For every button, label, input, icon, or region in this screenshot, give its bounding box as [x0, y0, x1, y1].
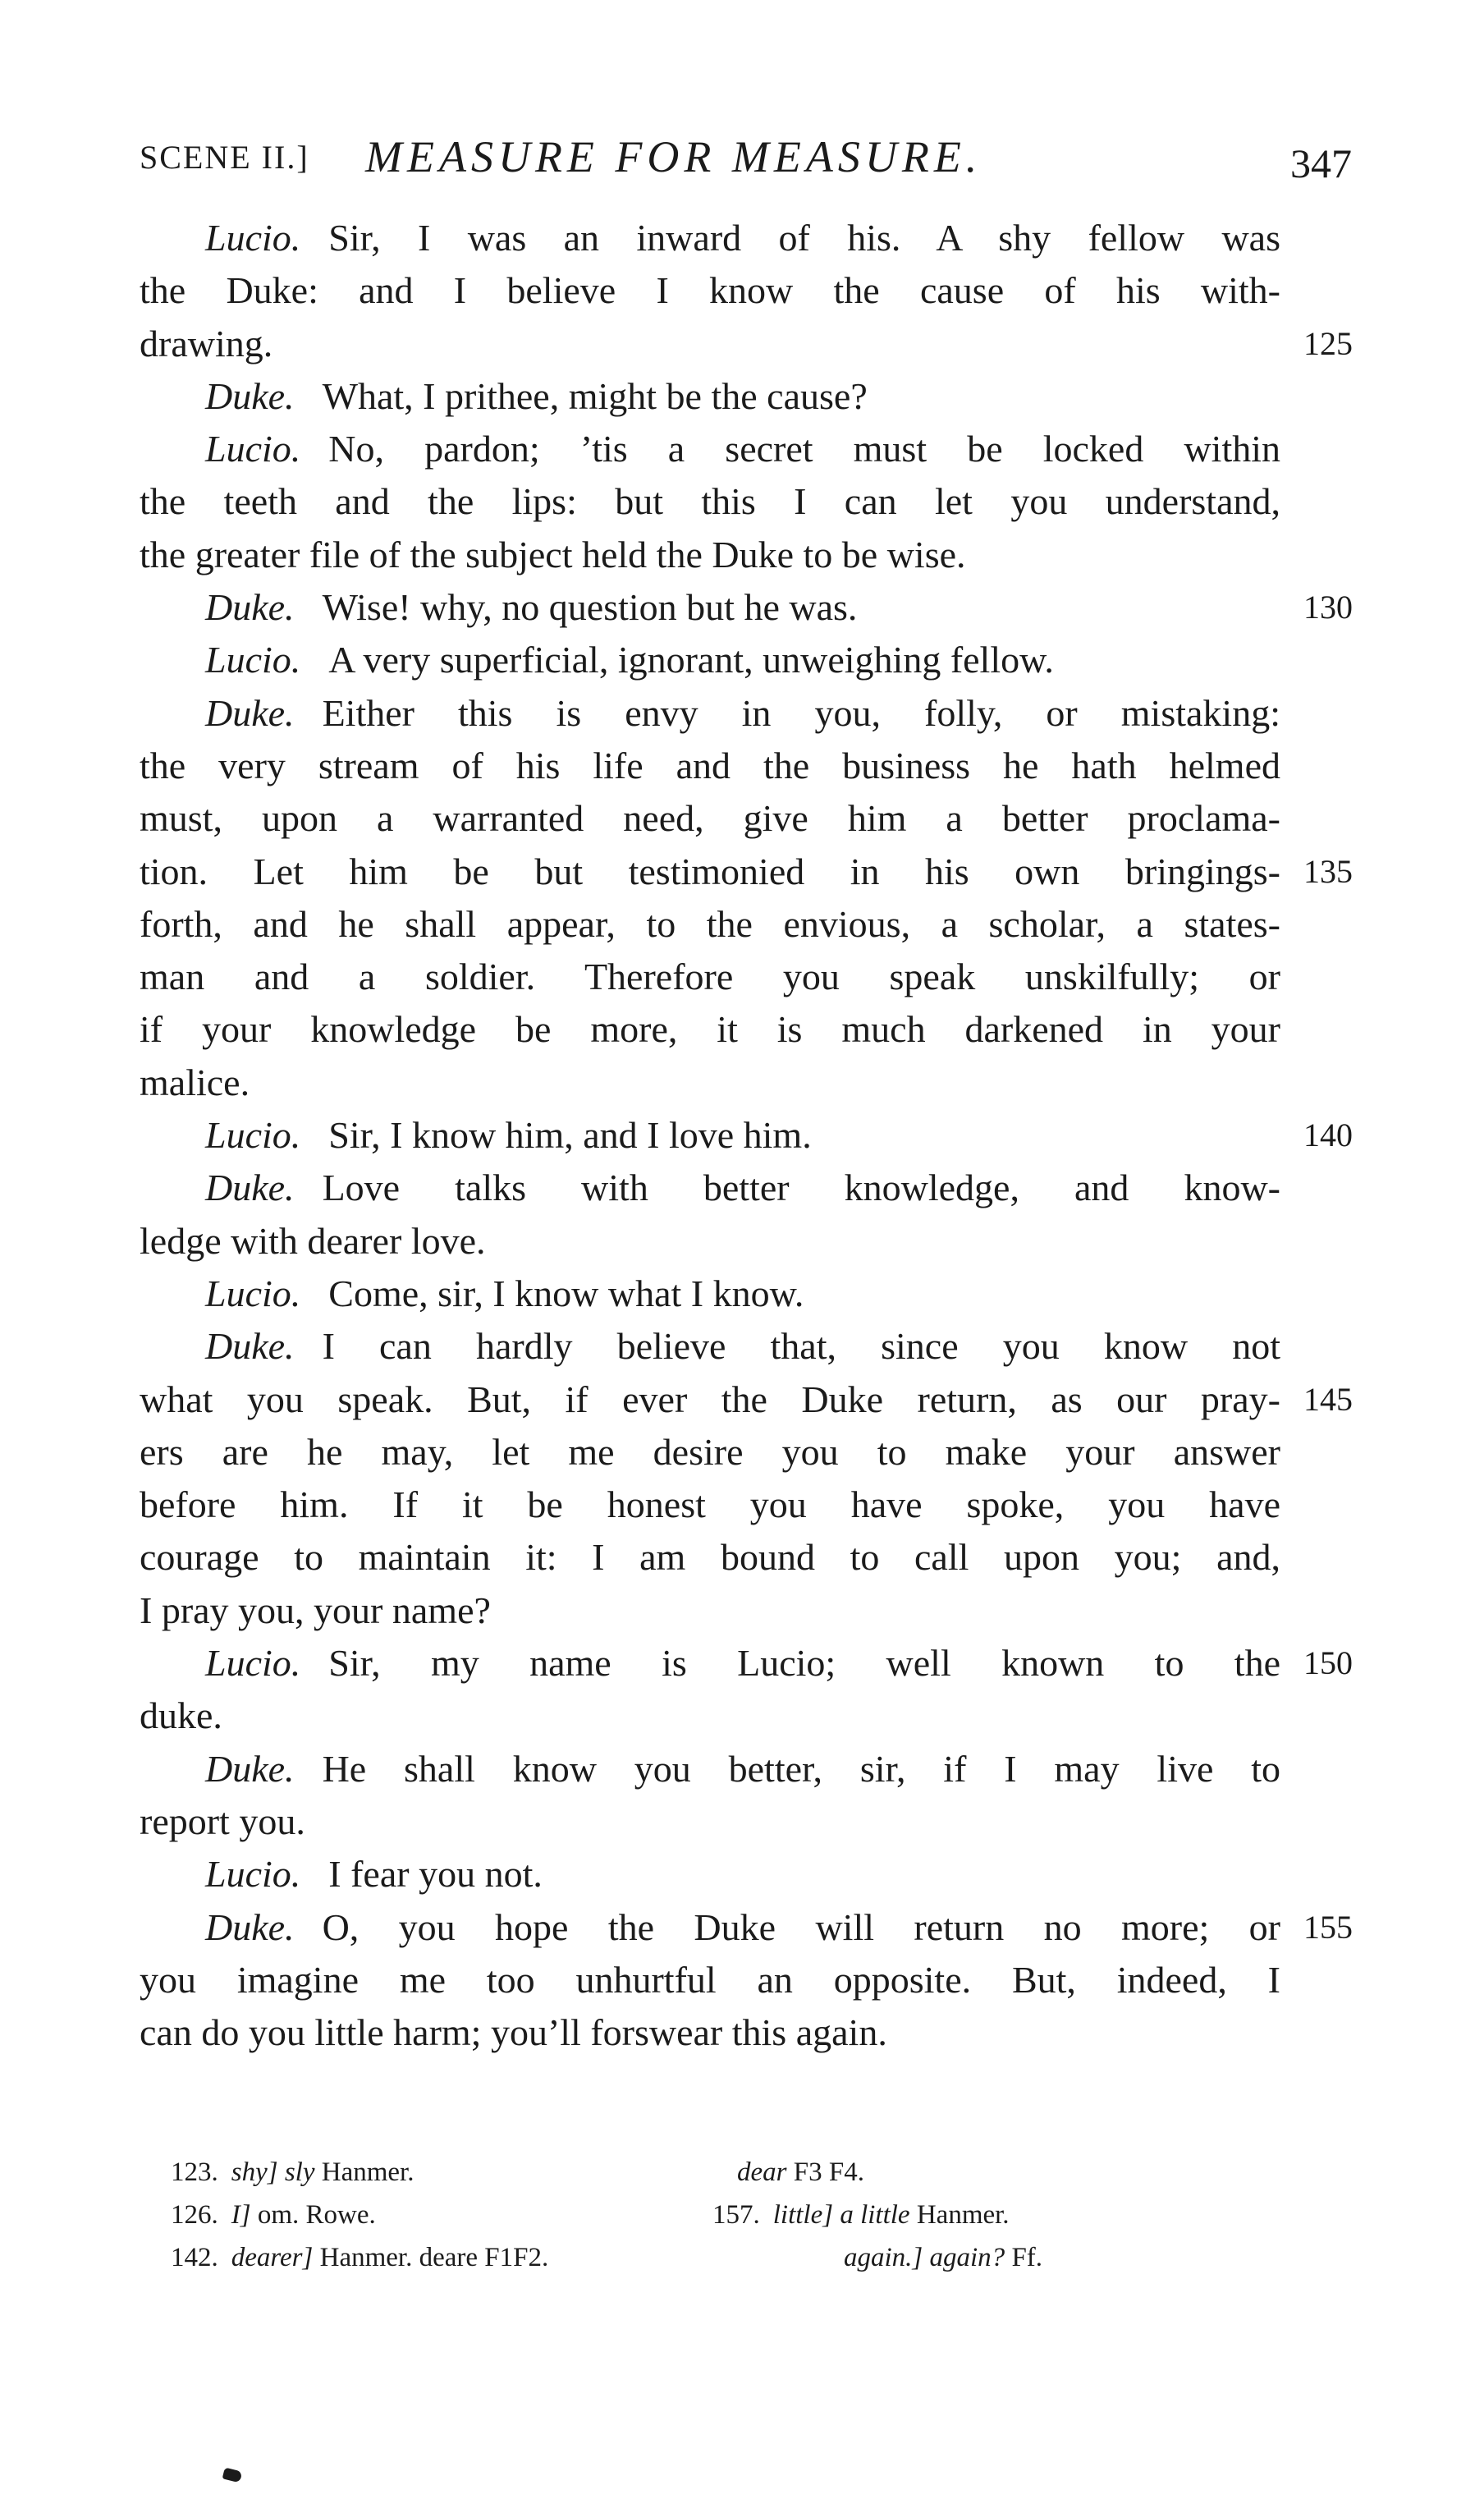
footnote	[712, 2194, 1010, 2236]
text-line	[140, 423, 1280, 475]
text-line	[140, 898, 1280, 951]
line-text: drawing.	[140, 322, 273, 365]
line-text: What, I prithee, might be the cause?	[322, 374, 868, 417]
speaker-name: Duke.	[205, 1905, 295, 1948]
line-text: I pray you, your name?	[140, 1589, 491, 1631]
footnote-source: F3 F4.	[793, 2157, 864, 2187]
text-line	[140, 634, 1280, 686]
line-text: Love talks with better knowledge, and know-	[322, 1167, 1280, 1209]
line-text: before him. If it be honest you have spoke, you have	[140, 1483, 1280, 1526]
footnote-source: Hanmer.	[916, 2200, 1010, 2230]
scene-label: SCENE II.]	[140, 139, 309, 176]
speaker-name: Duke.	[205, 1325, 295, 1368]
footnote-reading: sly	[284, 2157, 315, 2187]
line-text: report you.	[140, 1800, 305, 1842]
line-text: He shall know you better, sir, if I may live to	[322, 1747, 1280, 1790]
speaker-name: Duke.	[205, 374, 295, 417]
line-text: must, upon a warranted need, give him a better proclama-	[140, 797, 1280, 840]
footnote-number: 126.	[171, 2200, 218, 2230]
footnote-lemma: little]	[772, 2200, 834, 2230]
footnote-row	[171, 2151, 1238, 2194]
line-text: Come, sir, I know what I know.	[328, 1272, 804, 1314]
line-number: 145	[1303, 1380, 1353, 1418]
text-line	[140, 1003, 1280, 1056]
line-text: tion. Let him be but testimonied in his own bringings-	[140, 850, 1280, 892]
footnote-source: Hanmer.	[321, 2157, 415, 2187]
line-text: duke.	[140, 1694, 222, 1737]
footnote-source: Ff.	[1011, 2243, 1043, 2272]
text-line	[140, 1057, 1280, 1109]
running-title: MEASURE FOR MEASURE.	[365, 132, 982, 181]
footnote-source: Hanmer. deare F1F2.	[319, 2243, 549, 2272]
speaker-name: Lucio.	[205, 428, 301, 470]
footnote-lemma: I]	[231, 2200, 251, 2230]
footnote-reading: a little	[840, 2200, 910, 2230]
line-text: Sir, my name is Lucio; well known to the	[328, 1642, 1280, 1685]
line-text: malice.	[140, 1061, 250, 1103]
text-line	[140, 318, 1353, 370]
footnote	[171, 2194, 376, 2236]
line-text: I can hardly believe that, since you know not	[322, 1325, 1280, 1368]
footnote-lemma: shy]	[231, 2157, 278, 2187]
line-text: Wise! why, no question but he was.	[322, 586, 858, 629]
text-line	[140, 1162, 1280, 1214]
line-text: you imagine me too unhurtful an opposite. But, indeed, I	[140, 1958, 1280, 2001]
speaker-name: Duke.	[205, 586, 295, 629]
speaker-name: Lucio.	[205, 1114, 301, 1157]
page-header	[140, 131, 1371, 189]
footnote-source: om. Rowe.	[257, 2200, 376, 2230]
footnote	[171, 2236, 548, 2279]
speaker-name: Lucio.	[205, 639, 301, 681]
text-line	[140, 1531, 1280, 1584]
speaker-name: Lucio.	[205, 1272, 301, 1314]
footnote-lemma: dear	[737, 2157, 787, 2187]
text-line	[140, 1373, 1353, 1426]
text-line	[140, 687, 1280, 740]
line-number: 155	[1303, 1908, 1353, 1946]
footnote-number: 123.	[171, 2157, 218, 2187]
line-text: O, you hope the Duke will return no more; or	[322, 1905, 1280, 1948]
text-line	[140, 1901, 1353, 1954]
line-text: the Duke: and I believe I know the cause of his with-	[140, 269, 1280, 312]
text-line	[140, 1848, 1280, 1900]
text-line	[140, 951, 1280, 1003]
footnote	[171, 2151, 414, 2194]
text-line	[140, 1690, 1280, 1742]
text-line	[140, 475, 1280, 528]
text-line	[140, 1584, 1280, 1637]
text-line	[140, 264, 1280, 317]
speaker-name: Lucio.	[205, 1853, 301, 1896]
page-number: 347	[1290, 140, 1352, 186]
ink-mark	[222, 2468, 243, 2483]
play-text	[140, 212, 1353, 2059]
speaker-name: Lucio.	[205, 217, 301, 259]
text-line	[140, 1743, 1280, 1795]
line-text: if your knowledge be more, it is much darkened in your	[140, 1008, 1280, 1051]
footnote-row	[171, 2194, 1238, 2236]
line-text: Sir, I know him, and I love him.	[328, 1114, 812, 1157]
speaker-name: Duke.	[205, 1747, 295, 1790]
line-text: Either this is envy in you, folly, or mistaking:	[322, 691, 1280, 734]
text-line	[140, 740, 1280, 792]
line-text: Sir, I was an inward of his. A shy fellow was	[328, 217, 1280, 259]
footnote-lemma: again.]	[844, 2243, 923, 2272]
text-line	[140, 1268, 1280, 1320]
footnote	[737, 2151, 864, 2194]
line-text: ers are he may, let me desire you to make your answer	[140, 1430, 1280, 1473]
text-line	[140, 1795, 1280, 1848]
line-text: courage to maintain it: I am bound to call upon you; and,	[140, 1536, 1280, 1579]
footnote-number: 157.	[712, 2200, 760, 2230]
text-line	[140, 1109, 1353, 1162]
line-text: No, pardon; ’tis a secret must be locked within	[328, 428, 1280, 470]
text-line	[140, 212, 1280, 264]
line-text: forth, and he shall appear, to the envious, a scholar, a states-	[140, 902, 1280, 945]
line-number: 135	[1303, 852, 1353, 890]
text-line	[140, 1637, 1353, 1690]
text-line	[140, 846, 1353, 898]
footnote	[844, 2236, 1042, 2279]
line-text: what you speak. But, if ever the Duke return, as our pray-	[140, 1378, 1280, 1420]
footnote-reading: again?	[929, 2243, 1005, 2272]
footnotes	[171, 2151, 1238, 2279]
text-line	[140, 581, 1353, 634]
text-line	[140, 529, 1280, 581]
speaker-name: Duke.	[205, 691, 295, 734]
line-text: I fear you not.	[328, 1853, 543, 1896]
line-text: ledge with dearer love.	[140, 1219, 486, 1262]
text-line	[140, 1215, 1280, 1268]
speaker-name: Lucio.	[205, 1642, 301, 1685]
text-line	[140, 1320, 1280, 1373]
line-text: the very stream of his life and the business he hath helmed	[140, 744, 1280, 786]
text-line	[140, 370, 1280, 423]
text-line	[140, 1479, 1280, 1531]
text-line	[140, 1426, 1280, 1479]
line-number: 140	[1303, 1116, 1353, 1154]
line-number: 150	[1303, 1644, 1353, 1682]
line-text: A very superficial, ignorant, unweighing fellow.	[328, 639, 1054, 681]
speaker-name: Duke.	[205, 1167, 295, 1209]
line-text: can do you little harm; you’ll forswear this again.	[140, 2011, 887, 2054]
text-line	[140, 2006, 1280, 2059]
text-line	[140, 1954, 1280, 2006]
line-number: 130	[1303, 589, 1353, 626]
line-number: 125	[1303, 324, 1353, 362]
footnote-row	[171, 2236, 1238, 2279]
footnote-lemma: dearer]	[231, 2243, 314, 2272]
line-text: man and a soldier. Therefore you speak unskilfully; or	[140, 956, 1280, 998]
text-line	[140, 792, 1280, 845]
line-text: the teeth and the lips: but this I can let you understand,	[140, 480, 1280, 523]
footnote-number: 142.	[171, 2243, 218, 2272]
line-text: the greater file of the subject held the Duke to be wise.	[140, 533, 966, 575]
